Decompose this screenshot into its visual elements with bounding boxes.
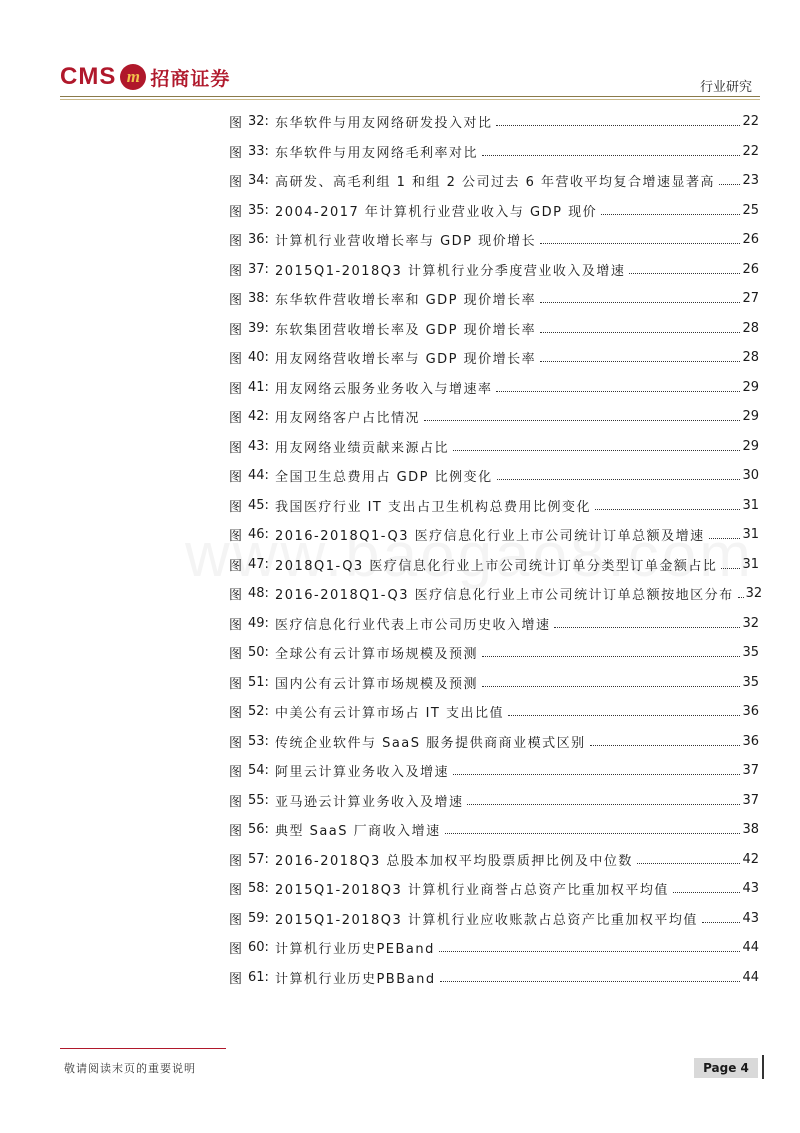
toc-entry-number: 38:	[248, 291, 269, 307]
toc-entry-leader	[590, 745, 741, 746]
toc-entry[interactable]	[229, 166, 759, 196]
toc-entry-leader	[445, 833, 741, 834]
toc-entry-leader	[467, 804, 740, 805]
toc-entry-title[interactable]: 2016-2018Q1-Q3 医疗信息化行业上市公司统计订单总额按地区分布	[274, 588, 734, 604]
toc-entry-prefix: 图	[229, 942, 249, 958]
toc-entry-leader	[673, 892, 741, 893]
toc-entry-title[interactable]: 计算机行业营收增长率与 GDP 现价增长	[274, 234, 537, 250]
toc-entry-title[interactable]: 我国医疗行业 IT 支出占卫生机构总费用比例变化	[274, 499, 591, 515]
toc-entry-page[interactable]: 37	[742, 792, 759, 808]
toc-entry-page[interactable]: 37	[742, 763, 759, 779]
toc-entry-title[interactable]: 东华软件营收增长率和 GDP 现价增长率	[274, 293, 537, 309]
toc-entry-title[interactable]: 2015Q1-2018Q3 计算机行业应收账款占总资产比重加权平均值	[274, 912, 698, 928]
toc-entry-page[interactable]: 31	[742, 527, 759, 543]
company-logo	[60, 60, 230, 94]
toc-entry-title[interactable]: 计算机行业历史PBBand	[274, 971, 436, 987]
toc-entry-leader	[595, 509, 740, 510]
toc-entry-prefix: 图	[229, 824, 249, 840]
toc-entry[interactable]	[229, 579, 763, 609]
toc-entry-number: 49:	[248, 615, 269, 631]
toc-entry-page[interactable]: 43	[742, 910, 759, 926]
toc-entry-prefix: 图	[229, 529, 249, 545]
toc-entry-leader	[496, 125, 740, 126]
toc-entry-leader	[453, 774, 741, 775]
toc-entry-leader	[721, 568, 740, 569]
toc-entry-page[interactable]: 35	[742, 645, 759, 661]
toc-entry-title[interactable]: 传统企业软件与 SaaS 服务提供商商业模式区别	[274, 735, 586, 751]
toc-entry[interactable]	[229, 697, 759, 727]
toc-entry[interactable]	[229, 727, 759, 757]
toc-entry-number: 48:	[248, 586, 269, 602]
toc-entry-title[interactable]: 用友网络营收增长率与 GDP 现价增长率	[274, 352, 537, 368]
toc-entry-number: 57:	[248, 851, 269, 867]
toc-entry-number: 46:	[248, 527, 269, 543]
toc-entry[interactable]	[229, 343, 759, 373]
section-label: 行业研究	[699, 80, 752, 95]
toc-entry-title[interactable]: 2004-2017 年计算机行业营业收入与 GDP 现价	[274, 204, 598, 220]
toc-entry-leader	[440, 981, 741, 982]
toc-entry[interactable]	[229, 225, 759, 255]
toc-entry-leader	[554, 627, 740, 628]
toc-entry-title[interactable]: 东华软件与用友网络毛利率对比	[274, 145, 478, 161]
footer-divider	[60, 1048, 226, 1049]
toc-entry-prefix: 图	[229, 116, 249, 132]
toc-entry-page[interactable]: 44	[742, 940, 759, 956]
toc-entry[interactable]	[229, 373, 759, 403]
toc-entry[interactable]	[229, 461, 759, 491]
toc-entry-title[interactable]: 用友网络业绩贡献来源占比	[274, 440, 449, 456]
toc-entry-number: 54:	[248, 763, 269, 779]
toc-entry-prefix: 图	[229, 765, 249, 781]
toc-entry-page[interactable]: 44	[742, 969, 759, 985]
toc-entry[interactable]	[229, 638, 759, 668]
toc-entry-number: 37:	[248, 261, 269, 277]
toc-entry[interactable]	[229, 874, 759, 904]
toc-entry-prefix: 图	[229, 912, 249, 928]
toc-entry-title[interactable]: 2015Q1-2018Q3 计算机行业分季度营业收入及增速	[274, 263, 626, 279]
toc-entry-prefix: 图	[229, 470, 249, 486]
logo-cms-text: CMS	[60, 63, 117, 90]
toc-entry-leader	[601, 214, 740, 215]
toc-entry[interactable]	[229, 815, 759, 845]
toc-entry-prefix: 图	[229, 352, 249, 368]
toc-entry-page[interactable]: 43	[742, 881, 759, 897]
toc-entry-leader	[482, 656, 741, 657]
toc-entry[interactable]	[229, 196, 759, 226]
toc-entry[interactable]	[229, 845, 759, 875]
toc-entry-leader	[709, 538, 741, 539]
toc-entry-page[interactable]: 31	[742, 556, 759, 572]
toc-entry-title[interactable]: 典型 SaaS 厂商收入增速	[274, 824, 441, 840]
toc-entry-leader	[439, 951, 741, 952]
toc-entry-page[interactable]: 22	[742, 114, 759, 130]
toc-entry-prefix: 图	[229, 735, 249, 751]
toc-entry-prefix: 图	[229, 234, 249, 250]
toc-entry-page[interactable]: 22	[742, 143, 759, 159]
toc-entry-number: 53:	[248, 733, 269, 749]
toc-entry[interactable]	[229, 786, 759, 816]
toc-entry-page[interactable]: 26	[742, 261, 759, 277]
toc-entry[interactable]	[229, 255, 759, 285]
toc-entry-prefix: 图	[229, 971, 249, 987]
toc-entry[interactable]	[229, 520, 759, 550]
toc-entry-number: 55:	[248, 792, 269, 808]
toc-entry-prefix: 图	[229, 617, 249, 633]
toc-entry-title[interactable]: 高研发、高毛利组 1 和组 2 公司过去 6 年营收平均复合增速显著高	[274, 175, 716, 191]
company-name: 招商证券	[150, 67, 231, 90]
toc-entry[interactable]	[229, 402, 759, 432]
toc-entry-number: 52:	[248, 704, 269, 720]
toc-entry-page[interactable]: 30	[742, 468, 759, 484]
toc-entry-number: 44:	[248, 468, 269, 484]
toc-entry-leader	[540, 243, 740, 244]
toc-entry-prefix: 图	[229, 411, 249, 427]
toc-entry-title[interactable]: 用友网络云服务业务收入与增速率	[274, 381, 493, 397]
toc-entry-number: 61:	[248, 969, 269, 985]
toc-entry[interactable]	[229, 137, 759, 167]
toc-entry-leader	[453, 450, 741, 451]
toc-entry[interactable]	[229, 963, 759, 993]
toc-entry-number: 42:	[248, 409, 269, 425]
toc-entry-leader	[482, 155, 741, 156]
toc-entry-title[interactable]: 2016-2018Q1-Q3 医疗信息化行业上市公司统计订单总额及增速	[274, 529, 705, 545]
toc-entry-leader	[482, 686, 741, 687]
toc-entry-leader	[702, 922, 741, 923]
toc-entry[interactable]	[229, 432, 759, 462]
toc-entry-prefix: 图	[229, 322, 249, 338]
toc-entry-title[interactable]: 东软集团营收增长率及 GDP 现价增长率	[274, 322, 537, 338]
toc-entry-page[interactable]: 29	[742, 409, 759, 425]
toc-entry-number: 47:	[248, 556, 269, 572]
toc-entry-page[interactable]: 28	[742, 320, 759, 336]
logo-emblem-letter: m	[126, 67, 140, 86]
toc-entry[interactable]	[229, 933, 759, 963]
toc-entry-prefix: 图	[229, 175, 249, 191]
toc-entry-prefix: 图	[229, 293, 249, 309]
toc-entry-page[interactable]: 28	[742, 350, 759, 366]
toc-entry-leader	[719, 184, 740, 185]
toc-entry-number: 35:	[248, 202, 269, 218]
toc-entry-page[interactable]: 38	[742, 822, 759, 838]
toc-entry-page[interactable]: 29	[742, 438, 759, 454]
toc-entry-prefix: 图	[229, 558, 249, 574]
toc-entry-leader	[629, 273, 740, 274]
toc-entry-prefix: 图	[229, 676, 249, 692]
toc-entry-leader	[738, 597, 744, 598]
toc-entry-title[interactable]: 亚马逊云计算业务收入及增速	[274, 794, 464, 810]
toc-entry-leader	[540, 361, 740, 362]
toc-entry-prefix: 图	[229, 706, 249, 722]
toc-entry-prefix: 图	[229, 381, 249, 397]
toc-entry[interactable]	[229, 107, 759, 137]
header-divider-thin	[60, 99, 760, 100]
toc-entry-prefix: 图	[229, 853, 249, 869]
page-number-bar	[762, 1055, 764, 1079]
toc-entry[interactable]	[229, 756, 759, 786]
toc-entry-title[interactable]: 阿里云计算业务收入及增速	[274, 765, 449, 781]
toc-entry[interactable]	[229, 491, 759, 521]
toc-entry-number: 58:	[248, 881, 269, 897]
toc-entry-leader	[496, 391, 740, 392]
toc-entry-number: 43:	[248, 438, 269, 454]
header-divider	[60, 96, 760, 97]
toc-entry-number: 34:	[248, 173, 269, 189]
toc-entry-page[interactable]: 31	[742, 497, 759, 513]
figure-list	[229, 107, 763, 992]
toc-entry-page[interactable]: 27	[742, 291, 759, 307]
toc-entry-title[interactable]: 全球公有云计算市场规模及预测	[274, 647, 478, 663]
toc-entry-leader	[540, 302, 740, 303]
toc-entry-title[interactable]: 国内公有云计算市场规模及预测	[274, 676, 478, 692]
toc-entry-title[interactable]: 东华软件与用友网络研发投入对比	[274, 116, 493, 132]
toc-entry-leader	[508, 715, 740, 716]
toc-entry-page[interactable]: 36	[742, 733, 759, 749]
toc-entry-title[interactable]: 2016-2018Q3 总股本加权平均股票质押比例及中位数	[274, 853, 633, 869]
toc-entry-number: 32:	[248, 114, 269, 130]
toc-entry[interactable]	[229, 609, 759, 639]
toc-entry-prefix: 图	[229, 794, 249, 810]
toc-entry-number: 50:	[248, 645, 269, 661]
toc-entry[interactable]	[229, 550, 759, 580]
toc-entry-number: 45:	[248, 497, 269, 513]
toc-entry-page[interactable]: 42	[742, 851, 759, 867]
toc-entry-title[interactable]: 全国卫生总费用占 GDP 比例变化	[274, 470, 493, 486]
toc-entry-page[interactable]: 25	[742, 202, 759, 218]
toc-entry-prefix: 图	[229, 647, 249, 663]
toc-entry-prefix: 图	[229, 499, 249, 515]
toc-entry-prefix: 图	[229, 588, 249, 604]
toc-entry-prefix: 图	[229, 204, 249, 220]
toc-entry-page[interactable]: 35	[742, 674, 759, 690]
toc-entry-number: 59:	[248, 910, 269, 926]
toc-entry-page[interactable]: 32	[742, 615, 759, 631]
toc-entry-page[interactable]: 29	[742, 379, 759, 395]
toc-entry-number: 40:	[248, 350, 269, 366]
footer-disclaimer: 敬请阅读末页的重要说明	[64, 1062, 196, 1075]
toc-entry-page[interactable]: 36	[742, 704, 759, 720]
toc-entry-leader	[497, 479, 741, 480]
toc-entry-page[interactable]: 23	[742, 173, 759, 189]
toc-entry-leader	[424, 420, 741, 421]
toc-entry-title[interactable]: 2018Q1-Q3 医疗信息化行业上市公司统计订单分类型订单金额占比	[274, 558, 718, 574]
toc-entry-number: 33:	[248, 143, 269, 159]
toc-entry-prefix: 图	[229, 263, 249, 279]
toc-entry[interactable]	[229, 668, 759, 698]
toc-entry-page[interactable]: 32	[745, 586, 763, 602]
toc-entry-title[interactable]: 中美公有云计算市场占 IT 支出比值	[274, 706, 504, 722]
toc-entry-title[interactable]: 医疗信息化行业代表上市公司历史收入增速	[274, 617, 551, 633]
toc-entry-number: 56:	[248, 822, 269, 838]
toc-entry-leader	[637, 863, 741, 864]
toc-entry-title[interactable]: 用友网络客户占比情况	[274, 411, 420, 427]
toc-entry[interactable]	[229, 904, 759, 934]
toc-entry-number: 36:	[248, 232, 269, 248]
toc-entry-page[interactable]: 26	[742, 232, 759, 248]
toc-entry-number: 51:	[248, 674, 269, 690]
toc-entry-leader	[540, 332, 740, 333]
toc-entry-prefix: 图	[229, 440, 249, 456]
toc-entry-title[interactable]: 计算机行业历史PEBand	[274, 942, 435, 958]
toc-entry[interactable]	[229, 284, 759, 314]
toc-entry-prefix: 图	[229, 883, 249, 899]
page-number: Page 4	[694, 1058, 758, 1078]
toc-entry-number: 41:	[248, 379, 269, 395]
logo-emblem-icon	[120, 64, 146, 90]
toc-entry-prefix: 图	[229, 145, 249, 161]
toc-entry[interactable]	[229, 314, 759, 344]
toc-entry-title[interactable]: 2015Q1-2018Q3 计算机行业商誉占总资产比重加权平均值	[274, 883, 669, 899]
toc-entry-number: 39:	[248, 320, 269, 336]
toc-entry-number: 60:	[248, 940, 269, 956]
